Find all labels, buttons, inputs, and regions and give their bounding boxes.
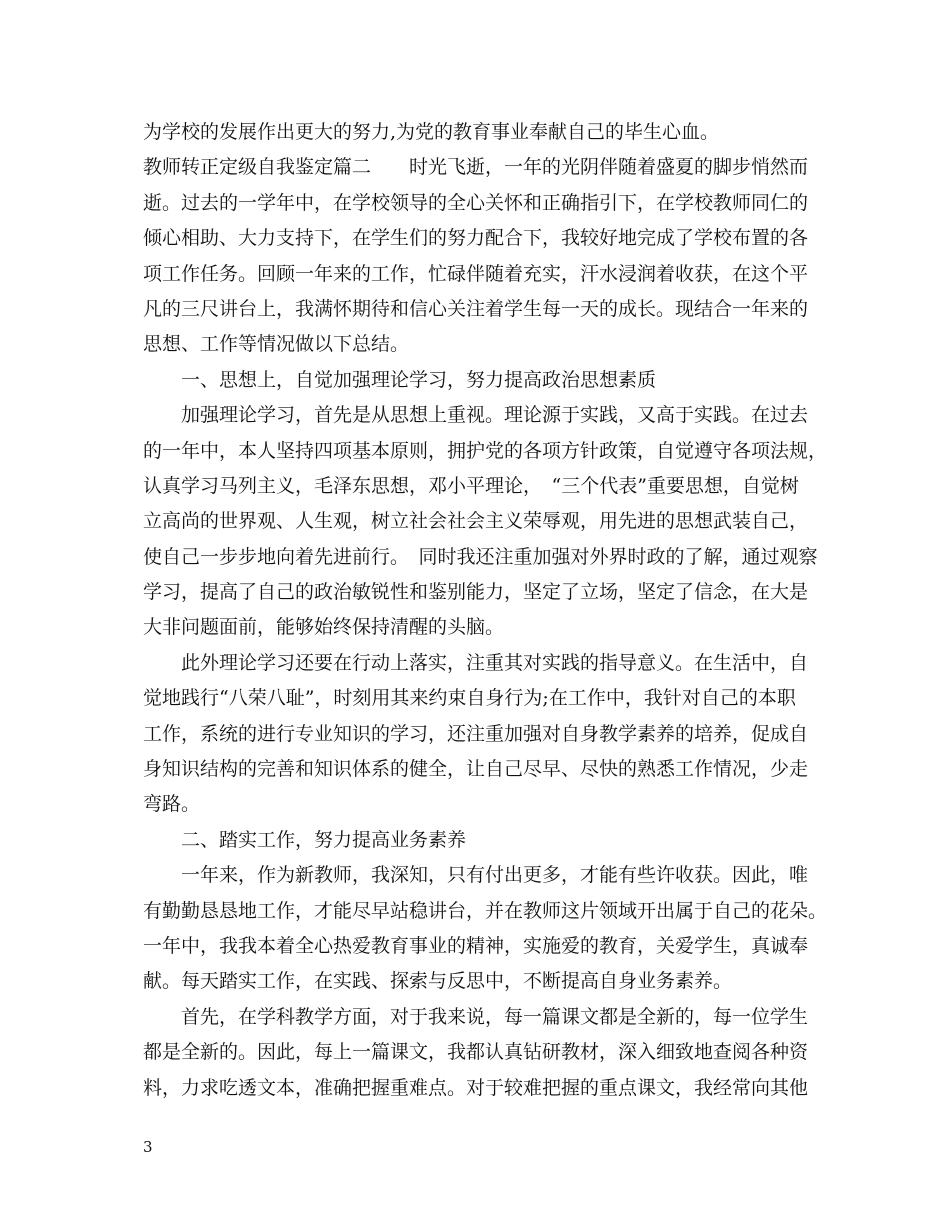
- text-line: 都是全新的。因此，每上一篇课文，我都认真钻研教材，深入细致地查阅各种资: [143, 1041, 809, 1064]
- paragraph-start-line: 加强理论学习，首先是从思想上重视。理论源于实践，又高于实践。在过去: [181, 404, 809, 427]
- paragraph-start-line: 一年来，作为新教师，我深知，只有付出更多，才能有些许收获。因此，唯: [181, 864, 809, 887]
- text-line: 身知识结构的完善和知识体系的健全，让自己尽早、尽快的熟悉工作情况，少走: [143, 758, 809, 781]
- text-line: 一年中，我我本着全心热爱教育事业的精神，实施爱的教育，关爱学生，真诚奉: [143, 934, 809, 957]
- paragraph-start-line: 此外理论学习还要在行动上落实，注重其对实践的指导意义。在生活中，自: [181, 651, 809, 674]
- page-number: 3: [143, 1138, 153, 1156]
- text-line: 凡的三尺讲台上，我满怀期待和信心关注着学生每一天的成长。现结合一年来的: [143, 297, 809, 320]
- body-text: [143, 115, 828, 1106]
- text-line: 认真学习马列主义，毛泽东思想，邓小平理论， “三个代表”重要思想，自觉树: [143, 474, 799, 497]
- text-line: 的一年中，本人坚持四项基本原则，拥护党的各项方针政策，自觉遵守各项法规，: [143, 439, 828, 462]
- text-line: 逝。过去的一学年中，在学校领导的全心关怀和正确指引下，在学校教师同仁的: [143, 191, 809, 214]
- section-heading-2: 二、踏实工作，努力提高业务素养: [181, 828, 467, 851]
- text-line: 工作，系统的进行专业知识的学习，还注重加强对自身教学素养的培养，促成自: [143, 722, 809, 745]
- section-title-line: 教师转正定级自我鉴定篇二 时光飞逝，一年的光阴伴随着盛夏的脚步悄然而: [143, 156, 809, 179]
- text-line: 弯路。: [143, 793, 201, 816]
- text-line: 思想、工作等情况做以下总结。: [143, 333, 410, 356]
- section-heading-1: 一、思想上，自觉加强理论学习，努力提高政治思想素质: [181, 368, 657, 391]
- text-line: 立高尚的世界观、人生观，树立社会社会主义荣辱观，用先进的思想武装自己，: [143, 510, 809, 533]
- text-line: 献。每天踏实工作，在实践、探索与反思中，不断提高自身业务素养。: [143, 970, 733, 993]
- text-line: 使自己一步步地向着先进前行。 同时我还注重加强对外界时政的了解，通过观察: [143, 545, 818, 568]
- text-line: 觉地践行“八荣八耻”，时刻用其来约束自身行为;在工作中，我针对自己的本职: [143, 687, 796, 710]
- text-line: 料，力求吃透文本，准确把握重难点。对于较难把握的重点课文，我经常向其他: [143, 1076, 809, 1099]
- text-line: 大非问题面前，能够始终保持清醒的头脑。: [143, 616, 505, 639]
- text-line: 项工作任务。回顾一年来的工作，忙碌伴随着充实，汗水浸润着收获，在这个平: [143, 262, 809, 285]
- text-line: 有勤勤恳恳地工作，才能尽早站稳讲台，并在教师这片领域开出属于自己的花朵。: [143, 899, 828, 922]
- text-line: 学习，提高了自己的政治敏锐性和鉴别能力，坚定了立场，坚定了信念，在大是: [143, 581, 809, 604]
- text-line: 为学校的发展作出更大的努力,为党的教育事业奉献自己的毕生心血。: [143, 121, 720, 143]
- text-line: 倾心相助、大力支持下，在学生们的努力配合下，我较好地完成了学校布置的各: [143, 227, 809, 250]
- paragraph-start-line: 首先，在学科教学方面，对于我来说，每一篇课文都是全新的，每一位学生: [181, 1005, 809, 1028]
